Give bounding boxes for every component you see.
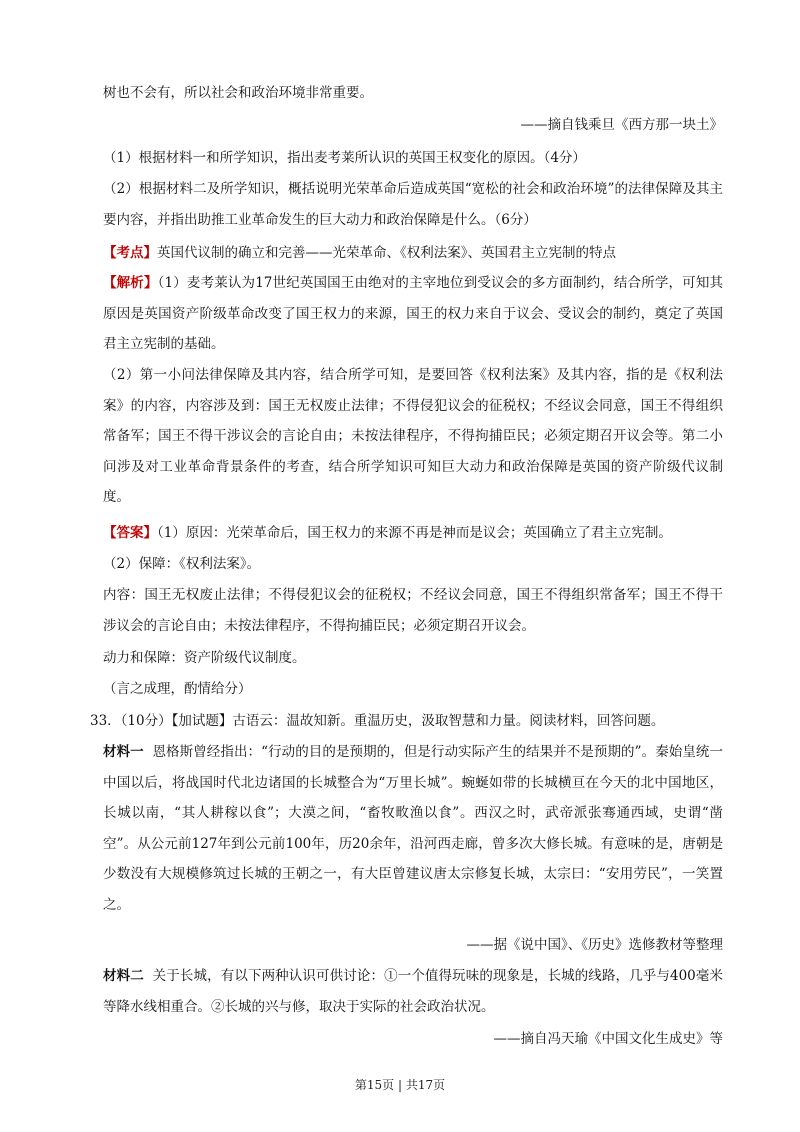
daan-paragraph-4: 动力和保障：资产阶级代议制度。 [103,650,306,666]
material-1-text: 恩格斯曾经指出：“行动的目的是预期的，但是行动实际产生的结果并不是预期的”。秦始皇统一中国以后，将战国时代北边诸国的长城整合为“万里长城”。蜿蜒如带的长城横亘在今天的北中国地区，长城以南，“其人耕稼以食”；大漠之间，“畜牧畋渔以食”。西汉之时，武帝派张骞通西域，史谓“凿空”。从公元前127年到公元前100年，历20余年，沿河西走廊，曾多次大修长城。有意味的是，唐朝是少数没有大规模修筑过长城的王朝之一，有大臣曾建议唐太宗修复长城，太宗曰：“安用劳民”，一笑置之。 [103,744,723,913]
question-2: （2）根据材料二及所学知识，概括说明光荣革命后造成英国“宽松的社会和政治环境”的法律保障及其主要内容，并指出助推工业革命发生的巨大动力和政治保障是什么。（6分） [103,181,723,228]
kaodian-text: 英国代议制的确立和完善——光荣革命、《权利法案》、英国君主立宪制的特点 [157,245,616,261]
daan-paragraph-3: 内容：国王无权废止法律；不得侵犯议会的征税权；不经议会同意，国王不得组织常备军；国王不得干涉议会的言论自由；未按法律程序，不得拘捕臣民；必须定期召开议会。 [103,587,723,634]
jiexi-text-1: （1）麦考莱认为17世纪英国国王由绝对的主宰地位到受议会的多方面制约，结合所学，可知其原因是英国资产阶级革命改变了国王权力的来源，国王的权力来自于议会、受议会的制约，奠定了英国君主立宪制的基础。 [103,275,723,352]
kaodian-tag: 【考点】 [103,245,157,261]
text-line-1: 树也不会有，所以社会和政治环境非常重要。 [103,85,373,101]
material-2-label: 材料二 [103,968,144,984]
material-2-text: 关于长城，有以下两种认识可供讨论：①一个值得玩味的现象是，长城的线路，几乎与400毫米等降水线相重合。②长城的兴与修，取决于实际的社会政治状况。 [103,968,723,1015]
daan-paragraph-1 [103,518,723,549]
source-citation-1: ——摘自钱乘旦《西方那一块土》 [520,117,723,133]
jiexi-tag: 【解析】 [103,275,158,291]
material-1 [103,737,723,920]
question-1: （1）根据材料一和所学知识，指出麦考莱所认识的英国王权变化的原因。（4分） [103,150,586,166]
material-1-label: 材料一 [103,744,144,760]
page-footer: 第15页 | 共17页 [354,1078,446,1092]
daan-text-1: （1）原因：光荣革命后，国王权力的来源不再是神而是议会；英国确立了君主立宪制。 [157,525,672,541]
jiexi-paragraph-1 [103,268,723,360]
material-2 [103,961,723,1022]
question-33: 33．（10分）【加试题】古语云：温故知新。重温历史，汲取智慧和力量。阅读材料，回答问题。 [90,713,665,729]
daan-paragraph-5: （言之成理，酌情给分） [103,681,252,697]
kaodian-paragraph [103,238,723,269]
source-citation-3: ——摘自冯天瑜《中国文化生成史》等 [493,1031,723,1047]
source-citation-2: ——据《说中国》、《历史》选修教材等整理 [466,937,723,953]
daan-paragraph-2: （2）保障：《权利法案》。 [103,556,261,572]
jiexi-paragraph-2: （2）第一小问法律保障及其内容，结合所学可知，是要回答《权利法案》及其内容，指的是《权利法案》的内容，内容涉及到：国王无权废止法律；不得侵犯议会的征税权；不经议会同意，国王不得组织常备军；国王不得干涉议会的言论自由；未按法律程序，不得拘捕臣民；必须定期召开议会等。第二小问涉及对工业革命背景条件的考查，结合所学知识可知巨大动力和政治保障是英国的资产阶级代议制度。 [103,367,723,505]
daan-tag: 【答案】 [103,525,157,541]
